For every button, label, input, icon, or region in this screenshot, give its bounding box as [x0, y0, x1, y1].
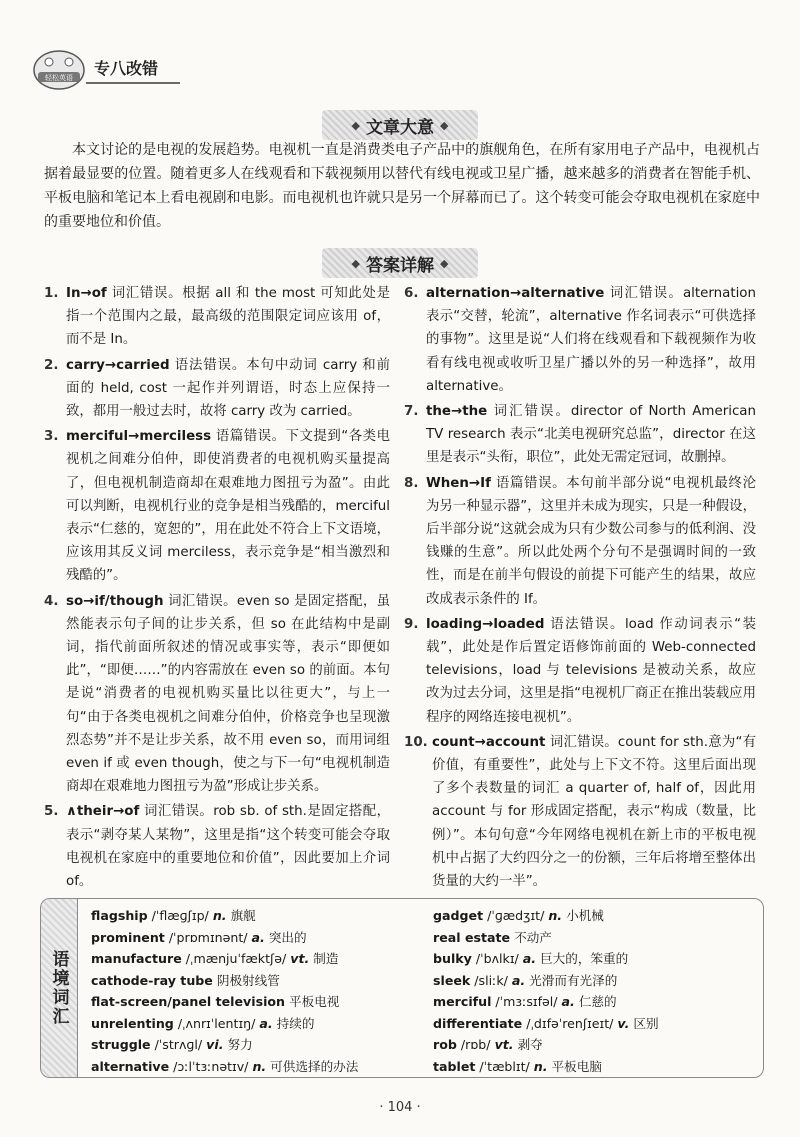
vocab-entry: [91, 1056, 431, 1078]
answer-number: 9.: [404, 616, 419, 632]
answer-explanation: 词汇错误。根据 all 和 the most 可知此处是指一个范围内之最，最高级的范围限定词应该用 of，而不是 In。: [66, 286, 390, 348]
vocabulary-label: [41, 899, 78, 1077]
answer-explanation: 词汇错误。even so 是固定搭配，虽然能表示句子间的让步关系，但 so 在此结构中是副词，指代前面所叙述的情况或事实等，表示“即便如此”，“即便……”的内容需放在 even so 的前面。本句是说“消费者的电视机购买量比以往更大”，与上一句“由于各类电视机之间难分伯仲，价格竞争也呈现激烈态势”并不是让步关系，故不用 even so，而用词组 even if 或 even though，使之与下一句“电视机制造商却在艰难地力图扭亏为盈”形成让步关系。: [66, 593, 390, 795]
vocab-word: manufacture: [91, 951, 182, 966]
vocab-word: bulky: [433, 951, 472, 966]
summary-paragraph: 本文讨论的是电视的发展趋势。电视机一直是消费类电子产品中的旗舰角色，在所有家用电子产品中，电视机占据着最显要的位置。随着更多人在线观看和下载视频用以替代有线电视或卫星广播，越来越多的消费者在智能手机、平板电脑和笔记本上看电视剧和电影。而电视机也许就只是另一个屏幕而已了。这个转变可能会夺取电视机在家庭中的重要地位和价值。: [44, 142, 760, 230]
vocab-pos: vt.: [494, 1037, 514, 1052]
answer-explanation: 语法错误。本句中动词 carry 和前面的 held, cost 一起作并列谓语，时态上应保持一致，都用一般过去时，故将 carry 改为 carried。: [66, 357, 390, 420]
vocab-phonetic: /ˈstrʌɡl/: [150, 1037, 207, 1052]
page-number: · 104 ·: [379, 1100, 421, 1115]
vocab-pos: a.: [251, 929, 265, 945]
vocabulary-label-text: 语境词汇: [48, 950, 69, 1026]
vocab-definition: 努力: [223, 1037, 253, 1052]
answer-item: [44, 800, 390, 893]
answer-correction: so→if/though: [66, 593, 164, 609]
vocab-word: flagship: [91, 908, 148, 923]
vocab-phonetic: /ˈbʌlkɪ/: [471, 951, 523, 966]
vocab-definition: 巨大的，笨重的: [536, 951, 629, 966]
answer-correction: carry→carried: [66, 357, 170, 373]
answer-explanation: 语篇错误。本句前半部分说“电视机最终沦为另一种显示器”，这里并未成为现实，只是一种假设，后半部分说“这就会成为只有少数公司参与的低利润、没钱赚的生意”。所以此处两个分句不是强调时间的一致性，而是在前半句假设的前提下可能产生的结果，故应改成表示条件的 If。: [426, 475, 756, 607]
diamond-icon: ◆: [440, 256, 449, 270]
vocab-pos: a.: [511, 972, 526, 988]
vocab-pos: n.: [212, 908, 227, 923]
vocab-phonetic: /ˈɡædʒɪt/: [483, 908, 549, 923]
vocab-word: flat-screen/panel television: [91, 994, 285, 1009]
vocab-definition: 可供选择的办法: [266, 1058, 359, 1074]
vocab-entry: [433, 927, 759, 949]
vocab-word: gadget: [433, 908, 484, 923]
vocab-word: unrelenting: [91, 1015, 174, 1031]
answer-explanation: 词汇错误。count for sth.意为“有价值，有重要性”，此处与上下文不符。这里后面出现了多个表数量的词汇 a quarter of, half of，因此用 account 与 for 形成固定搭配，表示“构成（数量，比例）”。本句句意“今年网络电视机在新上市的平板电视机中占据了大约四分之一的份额，三年后将增至整体出货量的大约一半”。: [432, 734, 756, 890]
brand-logo: [32, 48, 86, 92]
answer-number: 6.: [404, 286, 419, 301]
vocab-pos: n.: [533, 1058, 548, 1074]
vocab-pos: a.: [561, 994, 575, 1009]
vocab-word: merciful: [433, 994, 492, 1009]
vocab-word: struggle: [91, 1037, 151, 1052]
summary-section-banner: [322, 110, 478, 140]
summary-section-title: 文章大意: [366, 117, 434, 138]
answer-number: 8.: [404, 475, 419, 491]
vocab-phonetic: /ˈtæblɪt/: [475, 1058, 534, 1074]
vocab-phonetic: /rɒb/: [456, 1037, 495, 1052]
vocab-pos: a.: [259, 1015, 273, 1031]
vocab-entry: [433, 905, 759, 927]
vocab-word: tablet: [433, 1058, 476, 1074]
diamond-icon: ◆: [351, 256, 360, 270]
vocab-definition: 小机械: [562, 908, 604, 923]
answer-explanation: 词汇错误。alternation 表示“交替，轮流”，alternative 作名词表示“可供选择的事物”。这里是说“人们将在线观看和下载视频作为收看有线电视或收听卫星广播以外的另一种选择”，故用 alternative。: [426, 286, 756, 394]
vocab-entry: [433, 948, 759, 970]
vocab-phonetic: /ˌmænjuˈfæktʃə/: [181, 951, 291, 966]
vocab-definition: 光滑而有光泽的: [525, 972, 618, 988]
answer-item: [44, 425, 390, 587]
vocab-definition: 制造: [309, 951, 339, 966]
vocab-entry: [91, 970, 431, 992]
answer-number: 3.: [44, 429, 59, 445]
answer-number: 7.: [404, 404, 419, 420]
vocab-pos: v.: [617, 1015, 630, 1031]
vocab-phonetic: /ˈprɒmɪnənt/: [164, 929, 252, 945]
vocab-word: sleek: [433, 972, 471, 988]
vocab-definition: 持续的: [272, 1015, 315, 1031]
vocab-entry: [91, 991, 431, 1013]
vocab-entry: [433, 970, 759, 992]
answer-number: 5.: [44, 804, 59, 820]
vocab-definition: 仁慈的: [574, 994, 617, 1009]
vocabulary-right-column: [433, 905, 759, 1077]
answer-item: [404, 400, 756, 470]
answer-item: [404, 472, 756, 611]
vocab-word: real estate: [433, 929, 511, 945]
vocab-entry: [433, 991, 759, 1013]
answers-left-column: [44, 282, 390, 895]
vocab-definition: 平板电视: [289, 994, 340, 1009]
vocab-word: alternative: [91, 1058, 170, 1074]
vocab-phonetic: /ˌdɪfəˈrenʃɪeɪt/: [522, 1015, 618, 1031]
vocab-word: prominent: [91, 929, 165, 945]
answer-number: 10.: [404, 734, 428, 750]
answer-item: [44, 282, 390, 352]
vocab-phonetic: /ˈmɜːsɪfəl/: [491, 994, 562, 1009]
vocab-word: differentiate: [433, 1015, 523, 1031]
answer-correction: When→If: [426, 475, 491, 491]
answer-item: [404, 613, 756, 729]
vocabulary-box: [40, 898, 764, 1078]
answer-explanation: 词汇错误。director of North American TV research 表示“北美电视研究总监”，director 在这里是表示“头衔，职位”，此处无需定冠词，故删掉。: [426, 404, 756, 466]
answer-item: [44, 590, 390, 799]
answers-right-column: [404, 282, 756, 895]
vocab-pos: n.: [252, 1058, 267, 1074]
vocab-phonetic: /ɔːlˈtɜːnətɪv/: [169, 1058, 253, 1074]
vocab-definition: 区别: [629, 1015, 659, 1031]
answer-correction: count→account: [432, 734, 546, 750]
vocab-definition: 剥夺: [513, 1037, 543, 1052]
vocab-entry: [91, 1013, 431, 1035]
answer-number: 1.: [44, 286, 59, 301]
vocab-definition: 突出的: [264, 929, 307, 945]
vocab-entry: [433, 1034, 759, 1056]
answers-section-title: 答案详解: [366, 255, 434, 276]
vocab-entry: [91, 905, 431, 927]
vocab-definition: 平板电脑: [547, 1058, 602, 1074]
vocab-word: cathode-ray tube: [91, 972, 213, 988]
answer-correction: merciful→merciless: [66, 429, 212, 445]
vocab-phonetic: /ˌʌnrɪˈlentɪŋ/: [173, 1015, 260, 1031]
vocab-entry: [91, 948, 431, 970]
answer-correction: alternation→alternative: [426, 286, 605, 301]
answer-number: 4.: [44, 593, 59, 609]
vocab-pos: a.: [522, 951, 537, 966]
vocab-entry: [433, 1056, 759, 1078]
logo-text: 轻松英语: [45, 74, 73, 82]
vocab-phonetic: /sliːk/: [470, 972, 512, 988]
vocab-pos: vi.: [206, 1037, 224, 1052]
vocab-entry: [433, 1013, 759, 1035]
vocab-entry: [91, 927, 431, 949]
vocab-pos: n.: [548, 908, 563, 923]
answer-item: [404, 282, 756, 398]
vocab-phonetic: /ˈflæɡʃɪp/: [147, 908, 213, 923]
answer-explanation: 词汇错误。rob sb. of sth.是固定搭配，表示“剥夺某人某物”，这里是指“这个转变可能会夺取电视机在家庭中的重要地位和价值”，因此要加上介词 of。: [66, 804, 390, 890]
header-underline: [86, 82, 180, 84]
vocab-entry: [91, 1034, 431, 1056]
answer-item: [404, 731, 756, 893]
answers-section-banner: [322, 248, 478, 278]
page-header-title: 专八改错: [94, 59, 159, 78]
diamond-icon: ◆: [351, 118, 360, 132]
answer-explanation: 语篇错误。下文提到“各类电视机之间难分伯仲，即使消费者的电视机购买量提高了，但电视机制造商却在艰难地力图扭亏为盈”。由此可以判断，电视机行业的竞争是相当残酷的，merciful 表示“仁慈的，宽恕的”，用在此处不符合上下文语境，应该用其反义词 merciless，表示竞争是“相当激烈和残酷的”。: [66, 429, 390, 584]
answer-number: 2.: [44, 357, 59, 373]
answer-correction: the→the: [426, 404, 488, 420]
answer-explanation: 语法错误。load 作动词表示“装载”，此处是作后置定语修饰前面的 Web-connected televisions，load 与 televisions 是被动关系，故应改为过去分词，这里是指“电视机厂商正在推出装载应用程序的网络连接电视机”。: [426, 616, 756, 725]
vocab-definition: 阴极射线管: [216, 972, 280, 988]
vocabulary-left-column: [91, 905, 431, 1077]
vocab-word: rob: [433, 1037, 457, 1052]
answer-correction: In→of: [66, 286, 107, 301]
answer-item: [44, 354, 390, 424]
answer-correction: loading→loaded: [426, 616, 545, 632]
vocab-definition: 旗舰: [226, 908, 256, 923]
diamond-icon: ◆: [440, 118, 449, 132]
vocab-definition: 不动产: [514, 929, 552, 945]
answer-correction: ∧their→of: [66, 804, 140, 820]
vocab-pos: vt.: [290, 951, 310, 966]
